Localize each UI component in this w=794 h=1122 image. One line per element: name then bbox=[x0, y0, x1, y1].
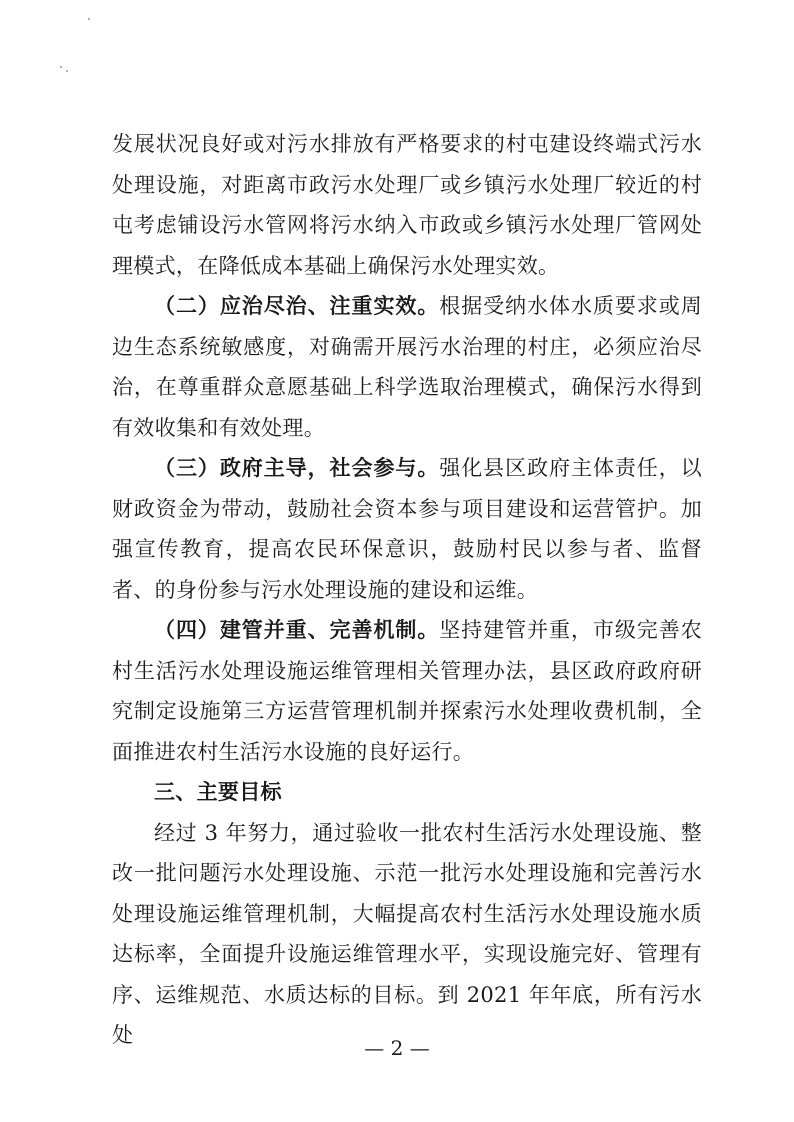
paragraph-principle-3 bbox=[112, 448, 702, 610]
paragraph-text: 发展状况良好或对污水排放有严格要求的村屯建设终端式污水处理设施，对距离市政污水处理厂或乡镇污水处理厂较近的村屯考虑铺设污水管网将污水纳入市政或乡镇污水处理厂管网处理模式，在降低成本基础上确保污水处理实效。 bbox=[112, 132, 702, 278]
body-text bbox=[112, 124, 702, 1056]
page-number: — 2 — bbox=[364, 1036, 430, 1060]
paragraph-principle-2 bbox=[112, 286, 702, 448]
scan-speck bbox=[88, 18, 90, 20]
paragraph-text: 坚持建管并重，市级完善农村生活污水处理设施运维管理相关管理办法，县区政府政府研究制定设施第三方运营管理机制并探索污水处理收费机制，全面推进农村生活污水设施的良好运行。 bbox=[112, 618, 702, 764]
principle-heading: （二）应治尽治、注重实效。 bbox=[154, 294, 440, 318]
paragraph-text: 根据受纳水体水质要求或周边生态系统敏感度，对确需开展污水治理的村庄，必须应治尽治，在尊重群众意愿基础上科学选取治理模式，确保污水得到有效收集和有效处理。 bbox=[112, 294, 702, 440]
section-heading: 三、主要目标 bbox=[154, 780, 282, 804]
principle-heading: （四）建管并重、完善机制。 bbox=[154, 618, 440, 642]
paragraph-principle-4 bbox=[112, 610, 702, 772]
scan-speck bbox=[60, 66, 62, 68]
paragraph-text: 经过 3 年努力，通过验收一批农村生活污水处理设施、整改一批问题污水处理设施、示范一批污水处理设施和完善污水处理设施运维管理机制，大幅提高农村生活污水处理设施水质达标率，全面提升设施运维管理水平，实现设施完好、管理有序、运维规范、水质达标的目标。到 2021 年年底，所有污水处 bbox=[112, 820, 702, 1047]
paragraph-continued bbox=[112, 124, 702, 286]
principle-heading: （三）政府主导，社会参与。 bbox=[154, 456, 440, 480]
scan-speck bbox=[66, 70, 68, 72]
paragraph-text: 强化县区政府主体责任，以财政资金为带动，鼓励社会资本参与项目建设和运营管护。加强宣传教育，提高农民环保意识，鼓励村民以参与者、监督者、的身份参与污水处理设施的建设和运维。 bbox=[112, 456, 702, 602]
paragraph-goals bbox=[112, 813, 702, 1056]
